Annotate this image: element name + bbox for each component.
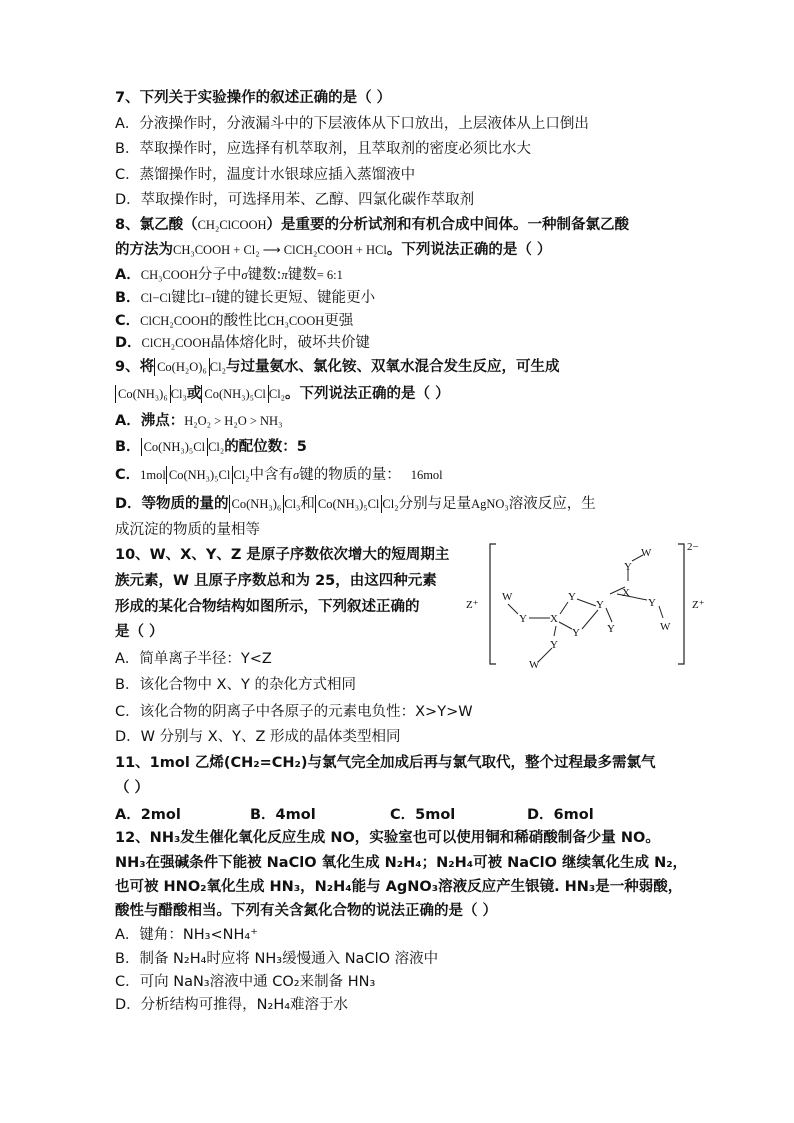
text: 的酸性比 — [209, 313, 268, 329]
complex-bracket: Co(NH₃)₅Cl — [201, 385, 269, 403]
text: 键的物质的量： — [299, 467, 401, 483]
q7-option-c: C．蒸馏操作时，温度计水银球应插入蒸馏液中 — [115, 167, 416, 183]
anion-charge: 2− — [687, 541, 699, 553]
complex-bracket: Co(NH₃)₆ — [115, 385, 171, 403]
q8-option-d — [115, 333, 370, 353]
atom-x: X — [622, 587, 630, 599]
q12-stem-line3: 也可被 HNO₂氧化生成 HN₃，N₂H₄能与 AgNO₃溶液反应产生银镜. HN₃是一种弱酸， — [115, 879, 683, 895]
q9-option-c — [115, 465, 443, 485]
cation-right: Z⁺ — [692, 599, 705, 611]
atom-y: Y — [568, 591, 576, 603]
formula: 1mol — [140, 468, 166, 482]
q11-option-b: B．4mol — [250, 807, 316, 823]
q11-option-a: A．2mol — [115, 807, 181, 823]
option-letter: A． — [115, 267, 141, 283]
sigma-symbol: σ — [241, 268, 248, 282]
formula: Cl₂ — [233, 468, 250, 482]
q11-option-c: C．5mol — [390, 807, 456, 823]
text: 。下列说法正确的是（ ） — [285, 386, 450, 402]
q10-stem-line4: 是（ ） — [115, 624, 164, 640]
formula: ClCH₂COOH — [140, 314, 210, 328]
complex-bracket: Co(NH₃)₅Cl — [141, 438, 209, 456]
sigma-symbol: σ — [293, 468, 300, 482]
option-letter: D． — [115, 335, 142, 351]
q10-stem-line2: 族元素，W 且原子序数总和为 25，由这四种元素 — [115, 573, 437, 589]
atom-y: Y — [519, 613, 527, 625]
text: 溶液反应，生 — [508, 496, 596, 512]
q8-option-a — [115, 265, 343, 285]
q12-option-b: B．制备 N₂H₄时应将 NH₃缓慢通入 NaClO 溶液中 — [115, 951, 439, 967]
atom-y: Y — [624, 561, 632, 573]
atom-w: W — [529, 659, 540, 671]
q8-text: 的方法为 — [115, 242, 173, 258]
option-letter: C． — [115, 313, 141, 329]
q12-option-d: D．分析结构可推得，N₂H₄难溶于水 — [115, 997, 349, 1013]
formula: Cl₂ — [208, 440, 225, 454]
q9-option-d — [115, 494, 596, 514]
q10-option-a: A．简单离子半径：Y<Z — [115, 651, 272, 667]
cation-left: Z⁺ — [466, 599, 479, 611]
text: 键比 — [171, 290, 201, 306]
right-bracket — [678, 544, 684, 664]
atom-w: W — [502, 591, 513, 603]
q8-stem-line1 — [115, 215, 629, 235]
q8-text: 。下列说法正确的是（ ） — [386, 242, 552, 258]
q9-option-a — [115, 411, 282, 431]
formula: Cl−Cl — [140, 291, 172, 305]
q9-option-d-cont: 成沉淀的物质的量相等 — [115, 522, 260, 538]
atom-y: Y — [648, 597, 656, 609]
q9-stem-line2 — [115, 384, 450, 404]
q10-stem-line1: 10、W、X、Y、Z 是原子序数依次增大的短周期主 — [115, 547, 450, 563]
q9-option-b — [115, 437, 307, 457]
text: 键数 — [287, 267, 317, 283]
complex-bracket: Co(H₂O)₆ — [154, 358, 210, 376]
atom-y: Y — [572, 627, 580, 639]
text: 分别与足量 — [398, 496, 472, 512]
q12-stem-line2: NH₃在强碱条件下能被 NaClO 氧化生成 N₂H₄；N₂H₄可被 NaClO 继续氧化生成 N₂， — [115, 855, 688, 871]
left-bracket — [490, 544, 496, 664]
formula: Cl₃ — [284, 497, 301, 511]
atom-w: W — [660, 621, 671, 633]
q8-option-b — [115, 288, 375, 308]
formula: Cl₃ — [170, 387, 187, 401]
q11-stem-line1: 11、1mol 乙烯(CH₂=CH₂)与氯气完全加成后再与氯气取代，整个过程最多需氯气 — [115, 755, 656, 771]
q8-option-c — [115, 311, 353, 331]
q11-stem-line2: （ ） — [115, 780, 150, 796]
option-letter: B． — [115, 439, 141, 455]
q11-option-d: D．6mol — [527, 807, 594, 823]
option-letter: C． — [115, 467, 141, 483]
q8-formula: CH₂ClCOOH — [197, 218, 267, 232]
formula: CH₃COOH — [140, 268, 198, 282]
q10-stem-line3: 形成的某化合物结构如图所示，下列叙述正确的 — [115, 599, 420, 615]
q10-option-b: B．该化合物中 X、Y 的杂化方式相同 — [115, 677, 356, 693]
formula: I−I — [200, 291, 216, 305]
q9-stem-line1 — [115, 357, 559, 377]
text: 或 — [186, 386, 202, 402]
atom-y: Y — [596, 599, 604, 611]
value: 16mol — [410, 468, 443, 482]
complex-bracket: Co(NH₃)₅Cl — [315, 495, 383, 513]
text: 键的键长更短、键能更小 — [215, 290, 376, 306]
q12-option-a: A．键角：NH₃<NH₄⁺ — [115, 927, 258, 943]
q8-text: ）是重要的分析试剂和有机合成中间体。一种制备氯乙酸 — [266, 217, 630, 233]
text: 分子中 — [197, 267, 242, 283]
q12-stem-line4: 酸性与醋酸相当。下列有关含氮化合物的说法正确的是（ ） — [115, 903, 498, 919]
formula: Cl₂ — [382, 497, 399, 511]
q8-equation: CH₃COOH + Cl₂ ⟶ ClCH₂COOH + HCl — [173, 243, 387, 257]
complex-bracket: Co(NH₃)₅Cl — [166, 466, 234, 484]
text: 9、将 — [115, 359, 155, 375]
pi-symbol: π — [281, 268, 288, 282]
atom-x: X — [550, 613, 558, 625]
text: 晶体熔化时，破坏共价键 — [210, 335, 370, 351]
formula: AgNO₃ — [471, 497, 509, 511]
atom-y: Y — [607, 623, 615, 635]
formula: CH₃COOH — [267, 314, 325, 328]
text: 的配位数：5 — [224, 439, 307, 455]
q12-stem-line1: 12、NH₃发生催化氧化反应生成 NO，实验室也可以使用铜和稀硝酸制备少量 NO。 — [115, 830, 660, 846]
complex-bracket: Co(NH₃)₆ — [229, 495, 285, 513]
text: 和 — [300, 496, 315, 512]
anion-structure-diagram — [462, 536, 722, 672]
formula: ClCH₂COOH — [141, 336, 211, 350]
q12-option-c: C．可向 NaN₃溶液中通 CO₂来制备 HN₃ — [115, 974, 376, 990]
q7-stem: 7、下列关于实验操作的叙述正确的是（ ） — [115, 90, 392, 106]
text: 与过量氨水、氯化铵、双氧水混合发生反应，可生成 — [225, 359, 560, 375]
text: 更强 — [324, 313, 354, 329]
text: 中含有 — [249, 467, 294, 483]
formula: Cl₂ — [209, 360, 226, 374]
q10-option-d: D．W 分别与 X、Y、Z 形成的晶体类型相同 — [115, 729, 401, 745]
atom-w: W — [641, 547, 652, 559]
bond-lines — [508, 555, 663, 662]
text: 键数: — [247, 267, 282, 283]
option-letter: B． — [115, 290, 141, 306]
q8-stem-line2 — [115, 240, 551, 260]
q10-option-c: C．该化合物的阴离子中各原子的元素电负性：X>Y>W — [115, 704, 473, 720]
q8-text: 8、氯乙酸（ — [115, 217, 198, 233]
q7-option-a: A．分液操作时，分液漏斗中的下层液体从下口放出，上层液体从上口倒出 — [115, 116, 589, 132]
q7-option-d: D．萃取操作时，可选择用苯、乙醇、四氯化碳作萃取剂 — [115, 192, 475, 208]
ratio: = 6:1 — [316, 268, 343, 282]
text: A．沸点： — [115, 413, 185, 429]
formula: Cl₂ — [268, 387, 286, 401]
q7-option-b: B．萃取操作时，应选择有机萃取剂，且萃取剂的密度必须比水大 — [115, 141, 531, 157]
text: D．等物质的量的 — [115, 496, 229, 512]
atom-y: Y — [550, 639, 558, 651]
formula: H₂O₂ > H₂O > NH₃ — [184, 414, 283, 428]
